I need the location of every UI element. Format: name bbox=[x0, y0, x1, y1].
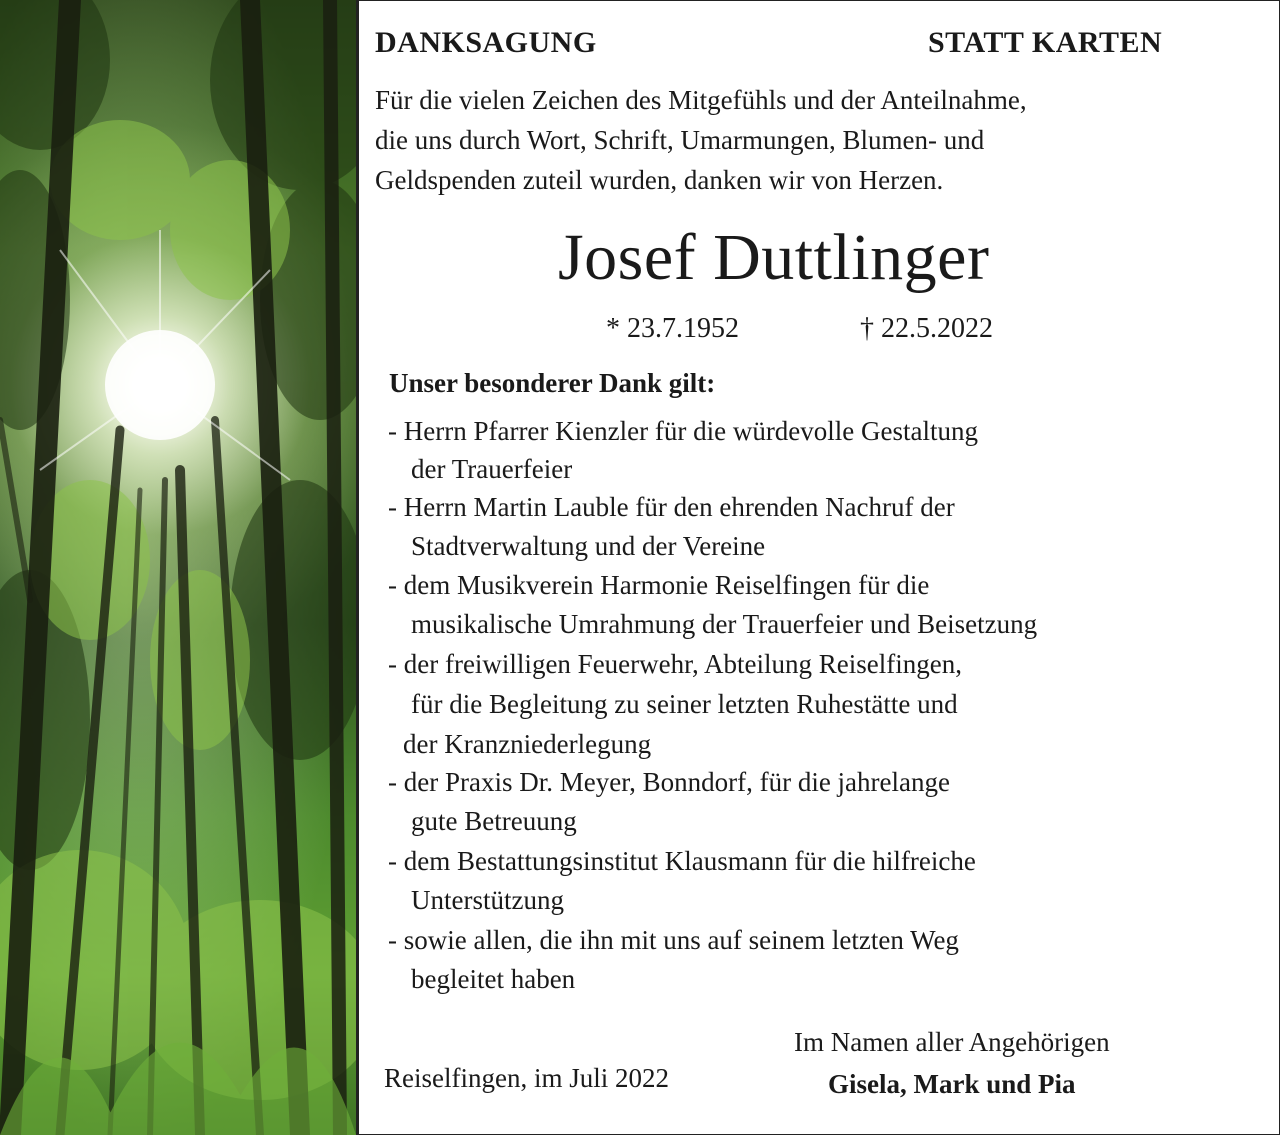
thanks-line: für die Begleitung zu seiner letzten Ruhestätte und bbox=[411, 689, 958, 719]
on-behalf-line: Im Namen aller Angehörigen bbox=[794, 1027, 1110, 1057]
death-date: † 22.5.2022 bbox=[860, 313, 993, 344]
thanks-line: begleitet haben bbox=[411, 964, 576, 994]
thanks-heading: Unser besonderer Dank gilt: bbox=[389, 368, 716, 398]
signatories: Gisela, Mark und Pia bbox=[828, 1069, 1076, 1099]
thanks-line: gute Betreuung bbox=[411, 806, 577, 836]
thanks-line: - dem Bestattungsinstitut Klausmann für die hilfreiche bbox=[388, 846, 976, 876]
thanks-line: Stadtverwaltung und der Vereine bbox=[411, 531, 766, 561]
thanks-line: Unterstützung bbox=[411, 885, 564, 915]
place-and-date: Reiselfingen, im Juli 2022 bbox=[384, 1063, 669, 1093]
heading-statt-karten: STATT KARTEN bbox=[928, 26, 1163, 59]
forest-sunlight-photo bbox=[0, 0, 356, 1135]
thanks-line: - dem Musikverein Harmonie Reiselfingen für die bbox=[388, 570, 930, 600]
thanks-line: - der freiwilligen Feuerwehr, Abteilung Reiselfingen, bbox=[388, 649, 963, 679]
thanks-line: der Kranzniederlegung bbox=[403, 729, 652, 759]
forest-illustration bbox=[0, 0, 356, 1135]
thanks-line: - der Praxis Dr. Meyer, Bonndorf, für die jahrelange bbox=[388, 767, 950, 797]
intro-line: Geldspenden zuteil wurden, danken wir von Herzen. bbox=[375, 165, 944, 195]
deceased-name: Josef Duttlinger bbox=[558, 221, 990, 294]
photo-divider bbox=[356, 0, 359, 1135]
thanks-line: - sowie allen, die ihn mit uns auf seinem letzten Weg bbox=[388, 925, 959, 955]
thanks-line: - Herrn Pfarrer Kienzler für die würdevolle Gestaltung bbox=[388, 416, 979, 446]
heading-danksagung: DANKSAGUNG bbox=[375, 26, 597, 59]
thanks-line: musikalische Umrahmung der Trauerfeier und Beisetzung bbox=[411, 609, 1038, 639]
intro-line: die uns durch Wort, Schrift, Umarmungen, Blumen- und bbox=[375, 125, 985, 155]
birth-date: * 23.7.1952 bbox=[606, 313, 739, 344]
thanks-line: - Herrn Martin Lauble für den ehrenden Nachruf der bbox=[388, 492, 955, 522]
intro-line: Für die vielen Zeichen des Mitgefühls und der Anteilnahme, bbox=[375, 85, 1027, 115]
thanks-line: der Trauerfeier bbox=[411, 454, 573, 484]
